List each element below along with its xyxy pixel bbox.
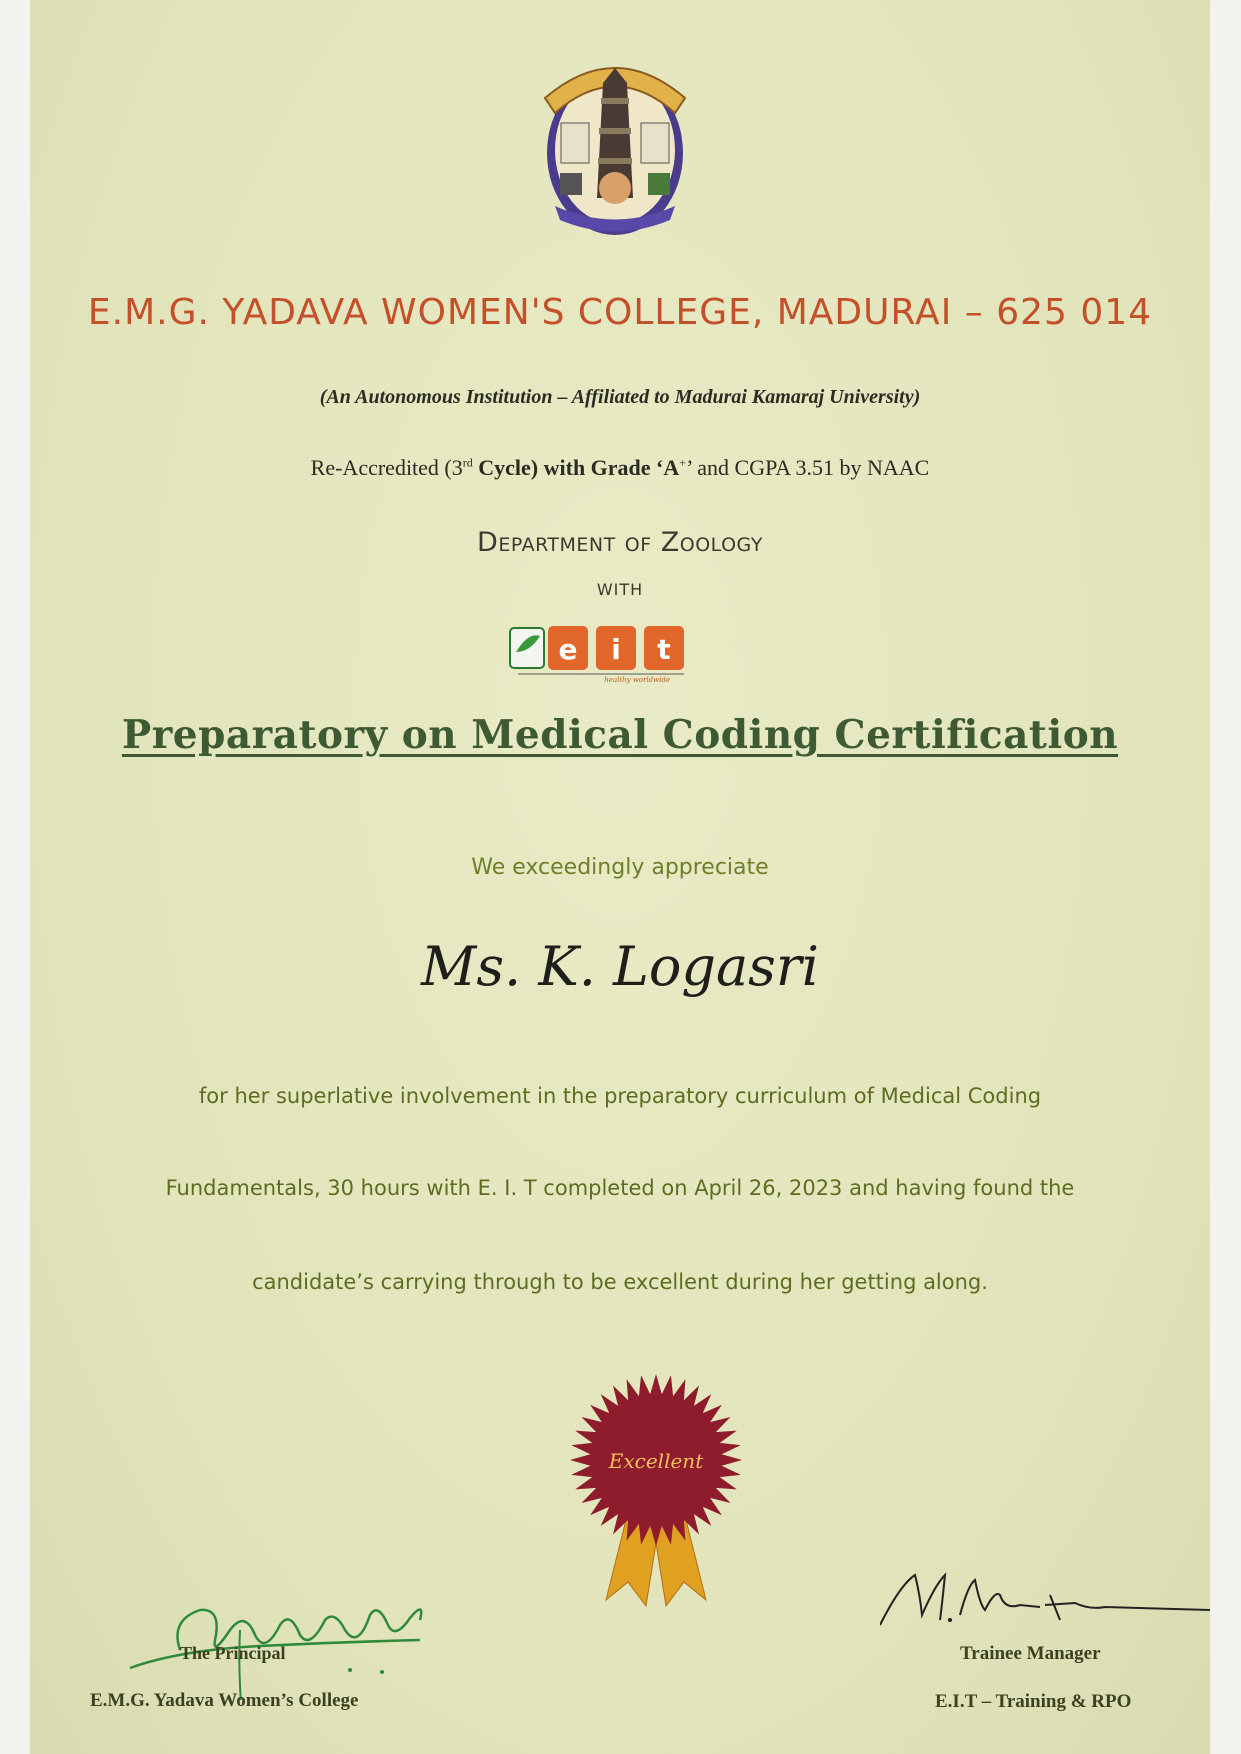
recipient-name: Ms. K. Logasri [421, 935, 819, 998]
body-line-3: candidate’s carrying through to be excellent during her getting along. [252, 1270, 988, 1294]
certificate-sheet [30, 0, 1210, 1754]
accreditation-prefix: Re-Accredited (3 [310, 455, 463, 480]
body-line-2: Fundamentals, 30 hours with E. I. T completed on April 26, 2023 and having found the [165, 1176, 1075, 1200]
manager-title: Trainee Manager [960, 1643, 1101, 1664]
accreditation-suffix: ’ and CGPA 3.51 by NAAC [686, 455, 930, 480]
department-name: Department of Zoology [477, 527, 763, 558]
seal-text: Excellent [608, 1449, 704, 1473]
eit-logo [30, 622, 1210, 684]
accreditation-sup: rd [462, 455, 473, 470]
principal-college: E.M.G. Yadava Women’s College [90, 1690, 359, 1711]
eit-letter-t: t [657, 633, 671, 666]
eit-letter-i: i [611, 633, 621, 666]
body-line-1: for her superlative involvement in the preparatory curriculum of Medical Coding [198, 1084, 1042, 1108]
accreditation-mid: Cycle) with Grade ‘A [472, 455, 680, 480]
college-name: E.M.G. YADAVA WOMEN'S COLLEGE, MADURAI – 625 014 [87, 292, 1153, 333]
manager-signature [880, 1565, 1210, 1645]
appreciation-text: We exceedingly appreciate [471, 855, 769, 880]
eit-tagline: healthy worldwide [604, 676, 670, 684]
college-emblem-icon [515, 38, 715, 238]
certificate-title: Preparatory on Medical Coding Certification [121, 712, 1119, 758]
accreditation-sup2: + [679, 455, 687, 470]
principal-label: The Principal [180, 1643, 286, 1663]
principal-signature [120, 1580, 500, 1700]
with-text: WITH [596, 580, 644, 599]
eit-letter-e: e [558, 633, 578, 666]
excellent-seal-icon [566, 1370, 746, 1610]
manager-org: E.I.T – Training & RPO [935, 1691, 1132, 1712]
affiliation-text: (An Autonomous Institution – Affiliated to Madurai Kamaraj University) [319, 386, 921, 408]
eit-leaf-icon [510, 628, 544, 668]
accreditation-text [30, 455, 1210, 481]
